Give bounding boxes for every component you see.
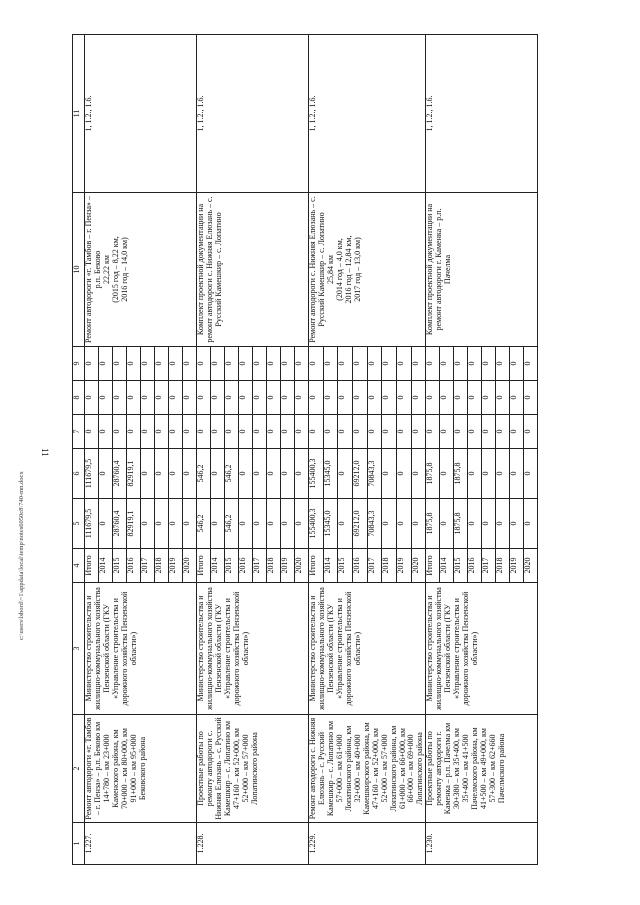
value-cell: 0 (510, 449, 524, 499)
value-cell: 69212,0 (353, 499, 368, 549)
value-cell: 0 (353, 347, 368, 381)
value-cell: 0 (309, 381, 324, 415)
work-name: Ремонт автодороги с. Нижняя Елюзань – с. Русский Камешкир – с. Лопатино км 57+000 – км 61+000 Лопатинского района, км 32+000 – км 40+000 Камешкирского района, км 47+160 – км 52+000, км 52+000 – км 57+000 Лопатинского района, км 61+000 – км 66+000, км 66+000 – км 69+000 Лопатинского района (309, 715, 426, 823)
program-table (72, 34, 538, 865)
result-cell: Ремонт автодороги «г. Тамбов – г. Пенза» – р.п. Беково 22,22 км (2015 год – 8,22 км, 2016 год – 14,0 км) (85, 193, 197, 347)
value-cell: 546,2 (197, 449, 211, 499)
year-cell: 2014 (99, 549, 113, 583)
value-cell: 0 (524, 415, 538, 449)
value-cell: 0 (353, 381, 368, 415)
value-cell: 0 (411, 415, 426, 449)
value-cell: 0 (127, 415, 141, 449)
value-cell: 0 (367, 381, 382, 415)
value-cell: 0 (524, 381, 538, 415)
value-cell: 0 (482, 415, 496, 449)
value-cell: 1875,8 (454, 449, 468, 499)
year-cell: 2020 (183, 549, 197, 583)
value-cell: 0 (99, 415, 113, 449)
value-cell: 0 (155, 415, 169, 449)
table-row (85, 35, 99, 865)
value-cell: 0 (309, 415, 324, 449)
value-cell: 0 (411, 449, 426, 499)
value-cell: 0 (225, 347, 239, 381)
value-cell: 0 (239, 499, 253, 549)
value-cell: 69212,0 (353, 449, 368, 499)
value-cell: 0 (127, 347, 141, 381)
result-cell: Ремонт автодороги с. Нижняя Елюзань – с. Русский Камешкир – с. Лопатино 25,84 км (2014 год – 4,0 км, 2016 год – 12,84 км, 2017 год – 13,0 км) (309, 193, 426, 347)
value-cell: 155400,3 (309, 449, 324, 499)
value-cell: 0 (454, 347, 468, 381)
year-cell: 2016 (353, 549, 368, 583)
value-cell: 0 (239, 347, 253, 381)
year-cell: 2020 (411, 549, 426, 583)
value-cell: 0 (211, 381, 225, 415)
executor: Министерство строительства и жилищно-коммунального хозяйства Пензенской области (ГКУ «Управление строительства и дорожного хозяйства Пензенской области») (197, 583, 309, 715)
value-cell: 0 (211, 449, 225, 499)
value-cell: 0 (127, 381, 141, 415)
value-cell: 0 (155, 381, 169, 415)
value-cell: 0 (468, 415, 482, 449)
value-cell: 0 (397, 381, 412, 415)
value-cell: 155400,3 (309, 499, 324, 549)
value-cell: 111679,5 (85, 499, 99, 549)
value-cell: 546,2 (225, 499, 239, 549)
value-cell: 0 (397, 449, 412, 499)
value-cell: 0 (113, 347, 127, 381)
value-cell: 0 (295, 347, 309, 381)
header-cell: 10 (73, 193, 85, 347)
link-cell: 1, 1.2., 1.6. (85, 35, 197, 193)
value-cell: 0 (267, 347, 281, 381)
year-cell: 2019 (169, 549, 183, 583)
header-row (73, 35, 85, 865)
value-cell: 82919,1 (127, 449, 141, 499)
value-cell: 0 (211, 347, 225, 381)
year-cell: 2019 (510, 549, 524, 583)
value-cell: 0 (482, 449, 496, 499)
link-cell: 1, 1.2., 1.6. (197, 35, 309, 193)
value-cell: 111679,5 (85, 449, 99, 499)
value-cell: 28760,4 (113, 449, 127, 499)
value-cell: 0 (267, 499, 281, 549)
value-cell: 0 (197, 415, 211, 449)
value-cell: 0 (323, 415, 338, 449)
value-cell: 0 (426, 381, 440, 415)
year-cell: 2015 (338, 549, 353, 583)
value-cell: 0 (183, 381, 197, 415)
value-cell: 0 (440, 381, 454, 415)
year-cell: 2018 (267, 549, 281, 583)
year-cell: 2018 (382, 549, 397, 583)
value-cell: 0 (183, 449, 197, 499)
table-row (309, 35, 324, 865)
value-cell: 0 (281, 499, 295, 549)
value-cell: 0 (440, 449, 454, 499)
year-cell: 2017 (367, 549, 382, 583)
value-cell: 70843,3 (367, 499, 382, 549)
value-cell: 0 (496, 449, 510, 499)
header-cell: 1 (73, 823, 85, 865)
value-cell: 0 (253, 381, 267, 415)
year-cell: Итого (85, 549, 99, 583)
row-number: 1.230. (426, 823, 538, 865)
value-cell: 0 (141, 449, 155, 499)
value-cell: 1875,8 (454, 499, 468, 549)
value-cell: 0 (85, 381, 99, 415)
value-cell: 0 (169, 415, 183, 449)
value-cell: 0 (454, 381, 468, 415)
link-cell: 1, 1.2., 1.6. (309, 35, 426, 193)
value-cell: 0 (510, 499, 524, 549)
value-cell: 0 (482, 347, 496, 381)
value-cell: 0 (281, 415, 295, 449)
value-cell: 28760,4 (113, 499, 127, 549)
value-cell: 0 (468, 499, 482, 549)
value-cell: 0 (382, 499, 397, 549)
year-cell: 2014 (440, 549, 454, 583)
value-cell: 15345,0 (323, 449, 338, 499)
value-cell: 0 (197, 347, 211, 381)
executor: Министерство строительства и жилищно-коммунального хозяйства Пензенской области (ГКУ «Управление строительства и дорожного хозяйства Пензенской области») (426, 583, 538, 715)
value-cell: 0 (169, 449, 183, 499)
value-cell: 0 (169, 381, 183, 415)
executor: Министерство строительства и жилищно-коммунального хозяйства Пензенской области (ГКУ «Управление строительства и дорожного хозяйства Пензенской области») (85, 583, 197, 715)
value-cell: 0 (524, 449, 538, 499)
result-cell: Комплект проектной документации на ремонт автодороги с. Нижняя Елюзань – с. Русский Камешкир – с. Лопатино (197, 193, 309, 347)
value-cell: 0 (169, 347, 183, 381)
value-cell: 0 (482, 499, 496, 549)
value-cell: 0 (338, 347, 353, 381)
value-cell: 0 (338, 415, 353, 449)
header-cell: 7 (73, 415, 85, 449)
value-cell: 0 (225, 415, 239, 449)
value-cell: 0 (496, 415, 510, 449)
executor: Министерство строительства и жилищно-коммунального хозяйства Пензенской области (ГКУ «Управление строительства и дорожного хозяйства Пензенской области») (309, 583, 426, 715)
value-cell: 0 (295, 449, 309, 499)
file-path-footer: c:\users\lsbord\~1\appdata\local\temp\notes6050c8\740-mn.docx (18, 471, 25, 640)
value-cell: 0 (141, 347, 155, 381)
value-cell: 0 (367, 347, 382, 381)
value-cell: 0 (309, 347, 324, 381)
header-cell: 8 (73, 381, 85, 415)
value-cell: 0 (211, 499, 225, 549)
year-cell: 2016 (468, 549, 482, 583)
value-cell: 0 (382, 415, 397, 449)
year-cell: 2018 (496, 549, 510, 583)
value-cell: 0 (183, 415, 197, 449)
value-cell: 0 (267, 415, 281, 449)
year-cell: 2017 (141, 549, 155, 583)
value-cell: 0 (155, 449, 169, 499)
value-cell: 0 (113, 415, 127, 449)
value-cell: 0 (295, 415, 309, 449)
value-cell: 0 (267, 449, 281, 499)
value-cell: 0 (85, 347, 99, 381)
value-cell: 546,2 (197, 499, 211, 549)
year-cell: 2016 (127, 549, 141, 583)
value-cell: 0 (496, 499, 510, 549)
year-cell: 2014 (323, 549, 338, 583)
value-cell: 0 (295, 499, 309, 549)
value-cell: 0 (253, 415, 267, 449)
year-cell: Итого (197, 549, 211, 583)
value-cell: 0 (440, 499, 454, 549)
value-cell: 0 (281, 381, 295, 415)
year-cell: 2016 (239, 549, 253, 583)
value-cell: 0 (267, 381, 281, 415)
rotated-table-wrapper (72, 35, 616, 865)
value-cell: 0 (510, 381, 524, 415)
header-cell: 3 (73, 583, 85, 715)
header-cell: 11 (73, 35, 85, 193)
value-cell: 0 (524, 347, 538, 381)
value-cell: 0 (183, 347, 197, 381)
year-cell: 2015 (225, 549, 239, 583)
value-cell: 0 (141, 415, 155, 449)
year-cell: 2019 (397, 549, 412, 583)
value-cell: 0 (382, 347, 397, 381)
work-name: Ремонт автодороги «г. Тамбов – г. Пенза» – р.п. Беково км 14+780 – км 23+000 Каменского района, км 70+000 – км 80+000, км 91+000 – км 95+000 Бековского района (85, 715, 197, 823)
value-cell: 0 (468, 449, 482, 499)
value-cell: 0 (99, 449, 113, 499)
value-cell: 546,2 (225, 449, 239, 499)
value-cell: 0 (367, 415, 382, 449)
value-cell: 0 (197, 381, 211, 415)
work-name: Проектные работы по ремонту автодороги с. Нижняя Елюзань – с. Русский Камешкир – с. Лопатино км 47+160 – км 52+000, км 52+000 – км 57+000 Лопатинского района (197, 715, 309, 823)
value-cell: 0 (510, 415, 524, 449)
value-cell: 0 (397, 347, 412, 381)
value-cell: 0 (99, 381, 113, 415)
value-cell: 0 (411, 381, 426, 415)
year-cell: 2017 (253, 549, 267, 583)
value-cell: 0 (99, 499, 113, 549)
value-cell: 1875,8 (426, 499, 440, 549)
value-cell: 15345,0 (323, 499, 338, 549)
row-number: 1.228. (197, 823, 309, 865)
value-cell: 0 (295, 381, 309, 415)
value-cell: 0 (397, 415, 412, 449)
year-cell: 2019 (281, 549, 295, 583)
value-cell: 70843,3 (367, 449, 382, 499)
value-cell: 0 (397, 499, 412, 549)
value-cell: 0 (440, 415, 454, 449)
value-cell: 0 (141, 499, 155, 549)
year-cell: 2015 (454, 549, 468, 583)
value-cell: 0 (253, 449, 267, 499)
value-cell: 0 (323, 381, 338, 415)
value-cell: 0 (239, 415, 253, 449)
year-cell: Итого (309, 549, 324, 583)
row-number: 1.229. (309, 823, 426, 865)
value-cell: 0 (510, 347, 524, 381)
link-cell: 1, 1.2., 1.6. (426, 35, 538, 193)
value-cell: 0 (155, 499, 169, 549)
year-cell: Итого (426, 549, 440, 583)
result-cell: Комплект проектной документации на ремонт автодороги г. Каменка – р.п. Пачелма (426, 193, 538, 347)
value-cell: 0 (482, 381, 496, 415)
value-cell: 0 (239, 381, 253, 415)
year-cell: 2017 (482, 549, 496, 583)
value-cell: 0 (281, 347, 295, 381)
work-name: Проектные работы по ремонту автодороги г. Каменка – р.п. Пачелма км 30+380 – км 35+400, км 35+400 – км 41+500 Пачелмского района, км 41+500 – км 49+000, км 57+300 – км 62+660 Пачелмского района (426, 715, 538, 823)
value-cell: 0 (323, 347, 338, 381)
value-cell: 0 (468, 347, 482, 381)
header-cell: 9 (73, 347, 85, 381)
header-cell: 5 (73, 499, 85, 549)
value-cell: 0 (169, 499, 183, 549)
header-cell: 6 (73, 449, 85, 499)
year-cell: 2014 (211, 549, 225, 583)
value-cell: 0 (99, 347, 113, 381)
value-cell: 0 (338, 449, 353, 499)
value-cell: 0 (440, 347, 454, 381)
header-cell: 4 (73, 549, 85, 583)
value-cell: 0 (468, 381, 482, 415)
value-cell: 0 (338, 381, 353, 415)
value-cell: 0 (239, 449, 253, 499)
value-cell: 0 (253, 499, 267, 549)
year-cell: 2018 (155, 549, 169, 583)
value-cell: 0 (382, 381, 397, 415)
value-cell: 82919,1 (127, 499, 141, 549)
value-cell: 0 (411, 347, 426, 381)
value-cell: 0 (454, 415, 468, 449)
value-cell: 0 (496, 347, 510, 381)
value-cell: 0 (155, 347, 169, 381)
value-cell: 0 (426, 347, 440, 381)
value-cell: 0 (253, 347, 267, 381)
year-cell: 2020 (524, 549, 538, 583)
value-cell: 0 (426, 415, 440, 449)
value-cell: 1875,8 (426, 449, 440, 499)
value-cell: 0 (225, 381, 239, 415)
value-cell: 0 (382, 449, 397, 499)
value-cell: 0 (524, 499, 538, 549)
value-cell: 0 (211, 415, 225, 449)
header-cell: 2 (73, 715, 85, 823)
table-row (426, 35, 440, 865)
value-cell: 0 (183, 499, 197, 549)
value-cell: 0 (85, 415, 99, 449)
value-cell: 0 (281, 449, 295, 499)
value-cell: 0 (141, 381, 155, 415)
table-row (197, 35, 211, 865)
value-cell: 0 (113, 381, 127, 415)
value-cell: 0 (496, 381, 510, 415)
year-cell: 2015 (113, 549, 127, 583)
page-number: 11 (40, 448, 50, 457)
row-number: 1.227. (85, 823, 197, 865)
value-cell: 0 (338, 499, 353, 549)
year-cell: 2020 (295, 549, 309, 583)
value-cell: 0 (353, 415, 368, 449)
value-cell: 0 (411, 499, 426, 549)
